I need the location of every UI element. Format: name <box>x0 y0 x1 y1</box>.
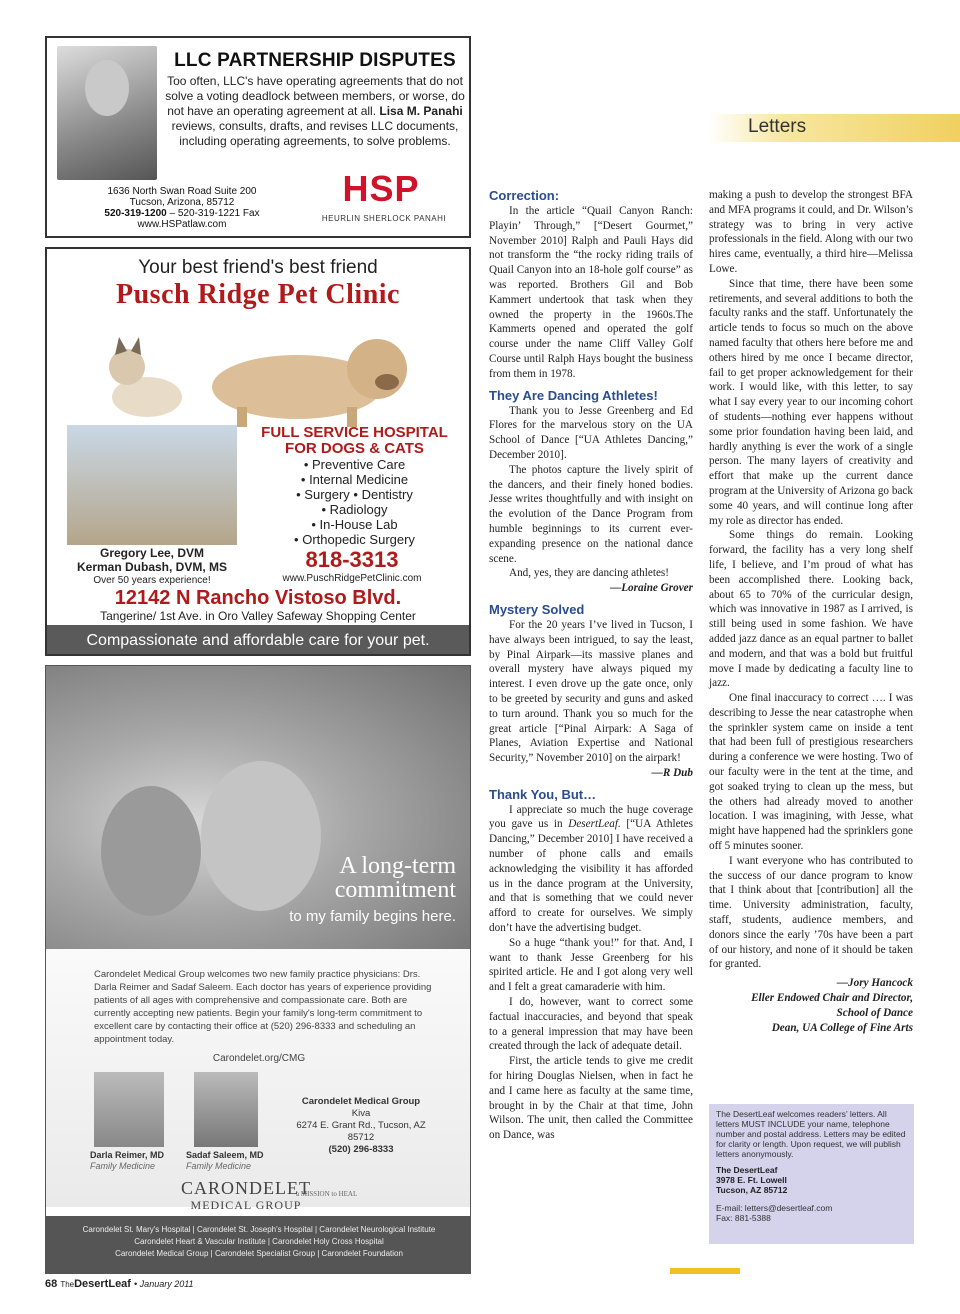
pet-clinic-phone: 818-3313 <box>305 547 399 572</box>
service-item: • Radiology <box>321 502 388 517</box>
pet-clinic-ad <box>45 247 471 656</box>
carondelet-logo-sub: MEDICAL GROUP <box>190 1198 302 1212</box>
footer-accent-bar <box>670 1268 740 1274</box>
carondelet-mission: a MISSION to HEAL <box>296 1190 358 1198</box>
pet-clinic-street: 12142 N Rancho Vistoso Blvd. <box>114 587 402 609</box>
section-title-bar <box>708 114 960 142</box>
letter-paragraph: I appreciate so much the huge coverage you gave us in DesertLeaf. [“UA Athletes Dancing,” December 2010] I have received a number of phone calls and emails acknowledging the visibility it has afforded us in the dance program at the University, and that is something that we could never afford to create for ourselves. We simply don’t have the advertising budget. <box>489 803 693 935</box>
doctor-photo <box>94 1072 164 1147</box>
letter-paragraph: And, yes, they are dancing athletes! <box>509 567 669 580</box>
doctor-caption: Sadaf Saleem, MD Family Medicine <box>186 1150 264 1171</box>
page-footer: 68 TheDesertLeaf • January 2011 <box>45 1278 194 1290</box>
service-item: • Orthopedic Surgery <box>294 532 415 547</box>
attorney-photo <box>57 46 157 180</box>
letter-paragraph: For the 20 years I’ve lived in Tucson, I have always been intrigued, to say the least, by Pinal Airpark—its massive planes and overall mystery have always piqued my interest. I even drove up the gate once, only to be greeted by security and guns and asked to turn around. Thank you so much for the great article [“Pinal Airpark: A Saga of Planes, Aviation Expertise and National Security,” November 2010] on the airpark! <box>489 618 693 765</box>
attorney-name: Lisa M. Panahi <box>379 104 463 118</box>
letter-signature: —R Dub <box>651 766 693 779</box>
carondelet-subhead: to my family begins here. <box>289 908 456 925</box>
pet-ad-tagline: Your best friend's best friend <box>138 257 378 278</box>
page-number: 68 <box>45 1278 58 1290</box>
service-item: • In-House Lab <box>311 517 398 532</box>
footer-issue: • January 2011 <box>134 1279 194 1289</box>
llc-ad-body: Too often, LLC's have operating agreements that do not solve a voting deadlock between members, or worse, do not have an operating agreement at all. Lisa M. Panahi reviews, consults, drafts, and revises LLC documents, including operating agreements, to solve problems. <box>165 74 465 148</box>
letter-paragraph: First, the article tends to give me credit for hiring Douglas Nielsen, when in fact he and I came here as faculty at the same time, brought in by the Chair at that time, John Wilson. The unit, then called the Committee on Dance, was <box>489 1055 693 1142</box>
letters-column-2 <box>709 188 913 1035</box>
letter-signature: —Loraine Grover <box>610 582 693 595</box>
carondelet-footer: Carondelet St. Mary's Hospital | Carondelet St. Joseph's Hospital | Carondelet Neurological Institute Carondelet Heart & Vascular Institute | Carondelet Holy Cross Hospital Carondelet Medical Group | Carondelet Specialist Group | Carondelet Foundation <box>46 1216 471 1274</box>
letter-paragraph: So a huge “thank you!” for that. And, I want to thank Jesse Greenberg for his spirited article. He and I got along very well and I felt a great camaraderie with him. <box>489 936 693 994</box>
family-photo <box>46 666 471 949</box>
carondelet-web-link[interactable]: Carondelet.org/CMG <box>212 1053 306 1064</box>
hsp-logo-sub: HEURLIN SHERLOCK PANAHI <box>321 214 447 223</box>
letter-heading: Thank You, But… <box>489 786 597 802</box>
carondelet-paragraph: Carondelet Medical Group welcomes two new family practice physicians: Drs. Darla Reimer and Sadaf Saleem. Each doctor has years of experience providing patients of all ages with comprehensive and compassionate care. Both are currently accepting new patients. Begin your family's long-term commitment to excellent care by contacting their office at (520) 296-8333 and scheduling an appointment today. <box>94 969 432 1045</box>
llc-web-link[interactable]: www.HSPatlaw.com <box>137 219 227 230</box>
doctor-caption: Darla Reimer, MD Family Medicine <box>90 1150 165 1171</box>
doctor-photo <box>194 1072 258 1147</box>
pet-clinic-name: Pusch Ridge Pet Clinic <box>116 279 400 310</box>
service-item: • Internal Medicine <box>300 472 409 487</box>
carondelet-office: Carondelet Medical Group Kiva 6274 E. Grant Rd., Tucson, AZ 85712 (520) 296-8333 <box>296 1096 426 1155</box>
letter-heading: Mystery Solved <box>489 601 585 617</box>
letter-paragraph: I want everyone who has contributed to the success of our dance program to know that I think about that [contribution] all the time. University administration, faculty, staff, students, audience members, and donors since the early ’70s have been a part of our history, and none of it should be taken for granted. <box>709 854 913 971</box>
letter-paragraph: Thank you to Jesse Greenberg and Ed Flores for the marvelous story on the UA School of Dance [“UA Athletes Dancing,” December 2010]. <box>489 404 693 461</box>
letters-info-box: The DesertLeaf welcomes readers’ letters. All letters MUST INCLUDE your name, telephone number and postal address. Letters may be edited for clarity or length. Upon request, we will publish letters anonymously. The DesertLeaf 3978 E. Ft. Lowell Tucson, AZ 85712 E-mail: letters@desertleaf.com Fax: 881-5388 <box>709 1104 914 1244</box>
hsp-logo: HSP <box>342 168 420 209</box>
llc-ad-address: 1636 North Swan Road Suite 200 Tucson, Arizona, 85712 520-319-1200 – 520-319-1221 Fax www.HSPatlaw.com <box>87 186 277 230</box>
letter-paragraph: One final inaccuracy to correct …. I was describing to Jesse the near catastrophe when the sprinkler system came on inside a tent that had been full of prestigious researchers during a conference we were hosting. Two of our faculty were in the tent at the time, and got soaked trying to clean up the mess, but the others had already moved to another location. I was imagining, with Jesse, what might have happened had the sprinklers gone off 5 minutes sooner. <box>709 692 913 853</box>
pet-clinic-location: Tangerine/ 1st Ave. in Oro Valley Safeway Shopping Center <box>100 609 416 623</box>
letter-signature: —Jory Hancock <box>836 977 913 990</box>
veterinarian-names: Gregory Lee, DVM Kerman Dubash, DVM, MS Over 50 years experience! <box>76 546 228 586</box>
pet-clinic-slogan: Compassionate and affordable care for your pet. <box>47 625 469 656</box>
services-list: FULL SERVICE HOSPITAL FOR DOGS & CATS • Preventive Care • Internal Medicine • Surgery • Dentistry • Radiology • In-House Lab • Orthopedic Surgery <box>252 425 457 547</box>
carondelet-headline: A long-term commitment <box>334 853 456 903</box>
section-title: Letters <box>748 116 807 137</box>
letter-paragraph: Some things do remain. Looking forward, the facility has a very long shelf life, I believe, and I’m proud of what has been accomplished there. Looking back, about 65 to 70% of the curricular design, which was innovative in 1987 as I arrived, is still being used in some fashion. We have added jazz dance as an equal partner to ballet and modern, and that was a bold but fruitful move I made by dedicating a faculty line to jazz. <box>709 529 913 690</box>
veterinarians-photo <box>67 425 237 545</box>
service-item: • Surgery • Dentistry <box>296 487 413 502</box>
llc-ad <box>45 36 471 238</box>
carondelet-logo: CARONDELET <box>181 1178 311 1198</box>
footer-brand: DesertLeaf <box>74 1278 131 1290</box>
llc-ad-heading: LLC PARTNERSHIP DISPUTES <box>174 50 456 71</box>
cat-and-dog-image <box>87 327 437 431</box>
llc-phone: 520-319-1200 <box>104 208 167 219</box>
letter-heading: Correction: <box>489 188 560 203</box>
letter-signature-title: Dean, UA College of Fine Arts <box>771 1021 913 1034</box>
letter-paragraph: In the article “Quail Canyon Ranch: Playin’ Through,” [“Desert Gourmet,” November 2010] Ralph and Pauli Hays did not transform the “the rocky riding trails of Quail Canyon into an 18-hole golf course” as was reported. Brothers Gil and Bob Kammert undertook that task when they owned the property in the 1960s.The Kammerts opened and operated the golf course under the name Cliff Valley Golf Course until Ralph Hays bought the business from them in 1978. <box>489 205 693 380</box>
letter-paragraph: making a push to develop the strongest BFA and MFA programs it could, and Dr. Wilson’s strategy was to bring in very active professionals in the field. Along with our two hires came, eventually, a third hire—Melissa Lowe. <box>709 189 913 275</box>
carondelet-ad <box>45 665 471 1274</box>
letters-email[interactable]: E-mail: letters@desertleaf.com <box>716 1203 833 1213</box>
letter-signature-title: School of Dance <box>836 1006 913 1019</box>
letter-paragraph: I do, however, want to correct some factual inaccuracies, and beyond that speak to a general impression that may have been created through the lack of adequate detail. <box>489 996 693 1053</box>
letter-signature-title: Eller Endowed Chair and Director, <box>751 992 913 1005</box>
service-item: • Preventive Care <box>303 457 406 472</box>
letter-heading: They Are Dancing Athletes! <box>489 387 658 403</box>
letter-paragraph: The photos capture the lively spirit of the dancers, and their finely honed bodies. Jesse writes thoughtfully and with insight on the evolution of the Dance Program from humble beginnings to its current ever-expanding presence on the national dance scene. <box>489 463 693 565</box>
letter-paragraph: Since that time, there have been some retirements, and several additions to both the faculty ranks and the staff. Unfortunately the article tends to focus so much on the above named faculty that others here before me and others hired by me once I became director, fail to get proper acknowledgement for their work. I would like, with this letter, to say what I say every year to our incoming cohort of students—nothing ever happens without some prior foundation having been laid, and hardly anything is ever the work of a single person. The many layers of creativity and effort that make up the current dance program at the University of Arizona go back some 40 years, and will continue long after my role as director has ended. <box>709 277 913 527</box>
pet-clinic-web-link[interactable]: www.PuschRidgePetClinic.com <box>282 573 422 584</box>
letters-column-1 <box>489 188 693 1143</box>
